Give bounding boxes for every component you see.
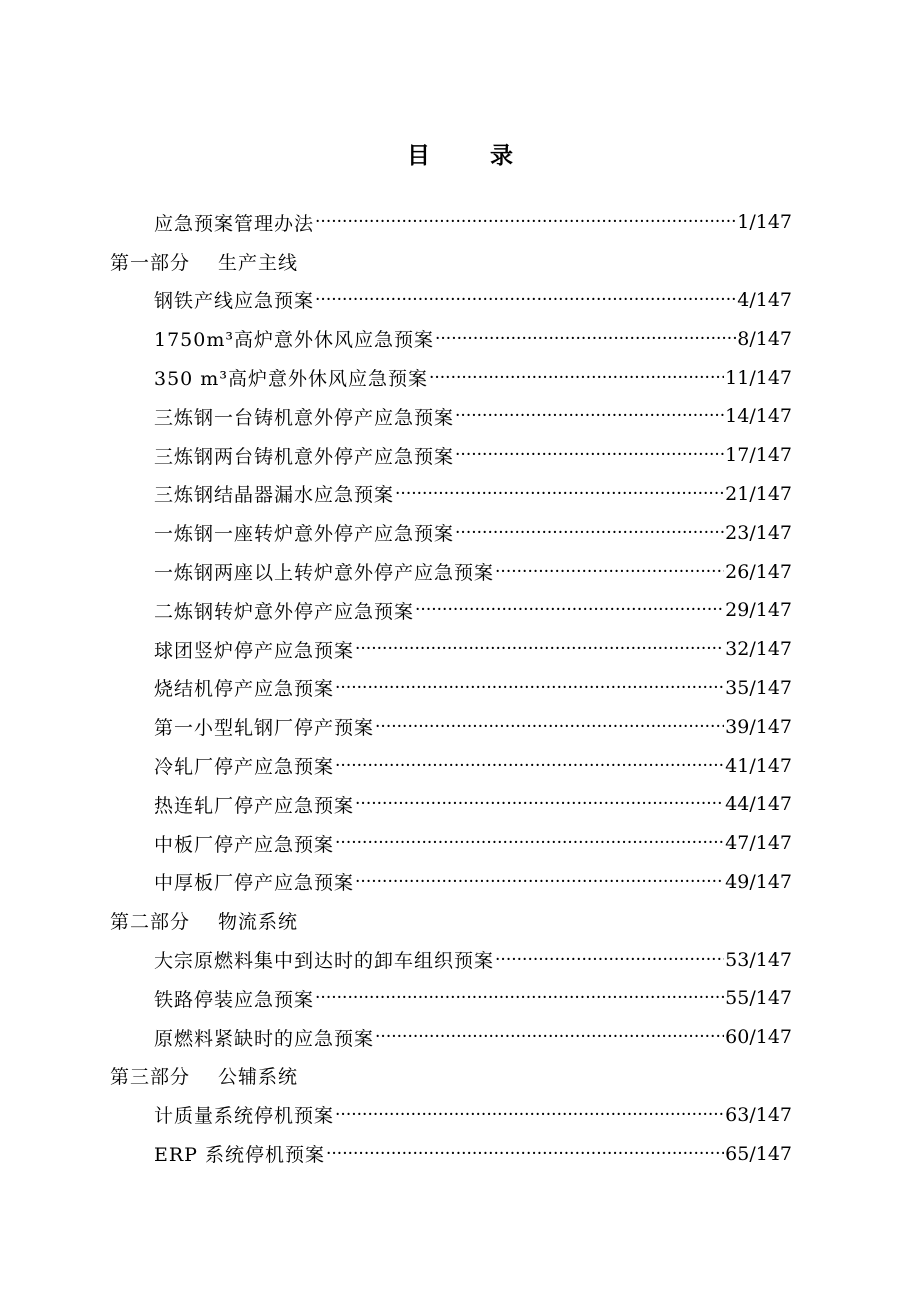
section-label: 物流系统: [218, 911, 299, 934]
toc-section-heading: [0, 242, 920, 281]
dot-leader: [335, 756, 724, 776]
toc-entry-title: 应急预案管理办法: [154, 212, 315, 235]
toc-entry[interactable]: [0, 319, 792, 358]
toc-entry[interactable]: [0, 1018, 792, 1057]
section-number: 第二部分: [110, 911, 191, 934]
dot-leader: [335, 833, 724, 853]
toc-entry-title: 球团竖炉停产应急预案: [154, 639, 355, 662]
dot-leader: [355, 639, 724, 659]
toc-entry-title: 第一小型轧钢厂停产预案: [154, 717, 375, 740]
toc-entry-page-number: 29/147: [725, 599, 792, 622]
toc-entry-title: 烧结机停产应急预案: [154, 678, 335, 701]
toc-section-heading: [0, 901, 920, 940]
toc-entry[interactable]: [0, 513, 792, 552]
toc-entry-page-number: 41/147: [725, 754, 792, 777]
toc-entry-title: 大宗原燃料集中到达时的卸车组织预案: [154, 950, 495, 973]
dot-leader: [395, 484, 724, 504]
dot-leader: [315, 988, 724, 1008]
toc-entry-title: 计质量系统停机预案: [154, 1105, 335, 1128]
page-title: 目 录: [406, 142, 539, 169]
toc-entry[interactable]: [0, 707, 792, 746]
toc-entry[interactable]: [0, 591, 792, 630]
toc-entry-title: 铁路停装应急预案: [154, 988, 315, 1011]
toc-entry-page-number: 47/147: [725, 832, 792, 855]
dot-leader: [455, 445, 724, 465]
toc-entry[interactable]: [0, 552, 792, 591]
toc-entry[interactable]: [0, 1134, 792, 1173]
toc-entry-page-number: 8/147: [737, 327, 792, 350]
section-label: 公辅系统: [218, 1066, 299, 1089]
dot-leader: [495, 950, 724, 970]
toc-entry[interactable]: [0, 475, 792, 514]
toc-entry[interactable]: [0, 1095, 792, 1134]
toc-entry-title: 二炼钢转炉意外停产应急预案: [154, 600, 415, 623]
toc-entry[interactable]: [0, 436, 792, 475]
toc-entry-page-number: 17/147: [725, 444, 792, 467]
toc-entry[interactable]: [0, 940, 792, 979]
toc-entry[interactable]: [0, 669, 792, 708]
toc-entry-title: 一炼钢两座以上转炉意外停产应急预案: [154, 562, 495, 585]
toc-entry-page-number: 35/147: [725, 676, 792, 699]
toc-entry-page-number: 11/147: [725, 366, 792, 389]
toc-entry-title: 一炼钢一座转炉意外停产应急预案: [154, 523, 455, 546]
toc-entry-page-number: 49/147: [725, 870, 792, 893]
toc-entry-title: 三炼钢两台铸机意外停产应急预案: [154, 445, 455, 468]
dot-leader: [335, 678, 724, 698]
toc-entry-page-number: 53/147: [725, 948, 792, 971]
dot-leader: [375, 1027, 724, 1047]
toc-entry-title: 热连轧厂停产应急预案: [154, 794, 355, 817]
toc-entry-page-number: 14/147: [725, 405, 792, 428]
section-label: 生产主线: [218, 251, 299, 274]
toc-entry-title: ERP 系统停机预案: [154, 1144, 325, 1167]
toc-entry[interactable]: [0, 358, 792, 397]
toc-entry[interactable]: [0, 746, 792, 785]
toc-entry-page-number: 65/147: [725, 1142, 792, 1165]
toc-entry-page-number: 1/147: [737, 211, 792, 234]
dot-leader: [415, 600, 724, 620]
toc-section-heading: [0, 1057, 920, 1096]
toc-entry-title: 三炼钢一台铸机意外停产应急预案: [154, 406, 455, 429]
table-of-contents: [0, 203, 920, 1173]
toc-entry-page-number: 55/147: [725, 987, 792, 1010]
toc-entry[interactable]: [0, 979, 792, 1018]
toc-entry-title: 原燃料紧缺时的应急预案: [154, 1027, 375, 1050]
toc-entry-page-number: 26/147: [725, 560, 792, 583]
section-number: 第一部分: [110, 251, 191, 274]
dot-leader: [455, 523, 724, 543]
toc-entry-title: 中板厂停产应急预案: [154, 833, 335, 856]
toc-entry-page-number: 21/147: [725, 482, 792, 505]
dot-leader: [455, 406, 724, 426]
toc-entry[interactable]: [0, 785, 792, 824]
toc-entry-title: 1750m³高炉意外休风应急预案: [154, 329, 434, 352]
dot-leader: [355, 872, 724, 892]
toc-entry-title: 钢铁产线应急预案: [154, 290, 315, 313]
toc-entry-title: 中厚板厂停产应急预案: [154, 872, 355, 895]
toc-entry-page-number: 44/147: [725, 793, 792, 816]
toc-entry[interactable]: [0, 824, 792, 863]
dot-leader: [355, 794, 724, 814]
toc-entry[interactable]: [0, 630, 792, 669]
dot-leader: [495, 562, 724, 582]
dot-leader: [429, 368, 724, 388]
toc-entry-title: 350 m³高炉意外休风应急预案: [154, 368, 428, 391]
toc-entry-page-number: 4/147: [737, 288, 792, 311]
toc-entry-title: 冷轧厂停产应急预案: [154, 756, 335, 779]
toc-entry[interactable]: [0, 203, 792, 242]
toc-entry[interactable]: [0, 397, 792, 436]
toc-entry[interactable]: [0, 281, 792, 320]
dot-leader: [435, 329, 736, 349]
toc-entry[interactable]: [0, 863, 792, 902]
toc-entry-page-number: 60/147: [725, 1026, 792, 1049]
dot-leader: [315, 290, 736, 310]
dot-leader: [315, 212, 736, 232]
toc-entry-page-number: 39/147: [725, 715, 792, 738]
section-number: 第三部分: [110, 1066, 191, 1089]
dot-leader: [375, 717, 724, 737]
toc-entry-page-number: 63/147: [725, 1103, 792, 1126]
dot-leader: [335, 1105, 724, 1125]
toc-entry-title: 三炼钢结晶器漏水应急预案: [154, 484, 395, 507]
toc-entry-page-number: 23/147: [725, 521, 792, 544]
toc-entry-page-number: 32/147: [725, 638, 792, 661]
dot-leader: [326, 1144, 724, 1164]
